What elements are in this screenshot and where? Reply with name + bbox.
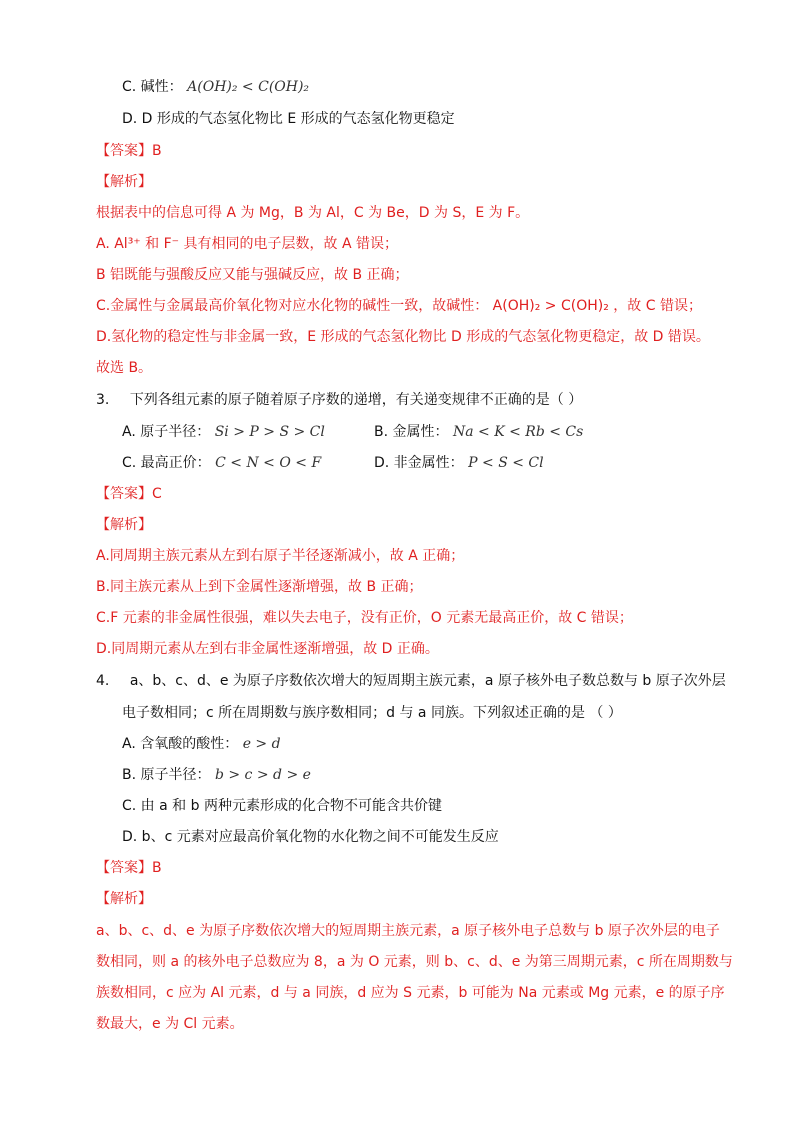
q2-analysis-line: B 铝既能与强酸反应又能与强碱反应，故 B 正确； [96,267,409,283]
q3-analysis-line: D.同周期元素从左到右非金属性逐渐增强，故 D 正确。 [96,641,439,657]
q4-option-a [122,734,281,754]
q4-option-d: D. b、c 元素对应最高价氧化物的水化物之间不可能发生反应 [122,829,499,845]
q3-analysis-heading: 【解析】 [96,517,152,533]
q2-analysis-line: D.氢化物的稳定性与非金属一致，E 形成的气态氢化物比 D 形成的气态氢化物更稳定，故 D 错误。 [96,329,710,345]
question-text: a、b、c、d、e 为原子序数依次增大的短周期主族元素，a 原子核外电子数总数与 b 原子次外层 [129,673,726,689]
q3-stem [96,390,582,410]
question-text: 下列各组元素的原子随着原子序数的递增，有关递变规律不正确的是（ ） [129,392,583,408]
option-label: A. 原子半径： [122,424,211,440]
q2-analysis-line: 故选 B。 [96,360,153,376]
q2-answer: 【答案】B [96,143,162,159]
q3-option-b [374,422,583,442]
q4-analysis-line: 族数相同，c 应为 Al 元素，d 与 a 同族，d 应为 S 元素，b 可能为 Na 元素或 Mg 元素，e 的原子序 [96,985,725,1001]
q4-stem-line-2: 电子数相同；c 所在周期数与族序数相同；d 与 a 同族。下列叙述正确的是 （ ） [122,705,622,721]
q4-option-c: C. 由 a 和 b 两种元素形成的化合物不可能含共价键 [122,798,442,814]
formula: P < S < Cl [468,455,544,471]
option-label: B. 原子半径： [122,767,211,783]
q3-option-d [374,453,544,473]
formula: Si > P > S > Cl [214,424,325,440]
q4-stem [96,671,726,691]
q2-analysis-line: A. Al³⁺ 和 F⁻ 具有相同的电子层数，故 A 错误； [96,236,398,252]
question-number: 4. [96,673,110,689]
q2-option-d: D. D 形成的气态氢化物比 E 形成的气态氢化物更稳定 [122,111,455,127]
q3-option-a [122,422,325,442]
q4-analysis-heading: 【解析】 [96,891,152,907]
q2-analysis-line: C.金属性与金属最高价氧化物对应水化物的碱性一致，故碱性： A(OH)₂ > C(OH)₂ ，故 C 错误； [96,298,702,314]
q2-analysis-line: 根据表中的信息可得 A 为 Mg，B 为 Al，C 为 Be，D 为 S，E 为 F。 [96,205,530,221]
q2-analysis-heading: 【解析】 [96,174,152,190]
formula: C < N < O < F [215,455,322,471]
formula: A(OH)₂ < C(OH)₂ [187,79,310,95]
q2-option-c [122,77,309,97]
q4-option-b [122,765,311,785]
option-label: A. 含氧酸的酸性： [122,736,239,752]
formula: Na < K < Rb < Cs [452,424,584,440]
q3-analysis-line: B.同主族元素从上到下金属性逐渐增强，故 B 正确； [96,579,423,595]
question-number: 3. [96,392,110,408]
option-label: C. 最高正价： [122,455,211,471]
option-label: C. 碱性： [122,79,183,95]
option-label: D. 非金属性： [374,455,464,471]
q4-answer: 【答案】B [96,860,162,876]
formula: b > c > d > e [214,767,311,783]
q3-analysis-line: A.同周期主族元素从左到右原子半径逐渐减小，故 A 正确； [96,548,465,564]
formula: e > d [242,736,281,752]
q3-option-c [122,453,321,473]
q3-answer: 【答案】C [96,486,162,502]
q4-analysis-line: 数相同，则 a 的核外电子总数应为 8，a 为 O 元素，则 b、c、d、e 为第三周期元素，c 所在周期数与 [96,954,733,970]
q4-analysis-line: a、b、c、d、e 为原子序数依次增大的短周期主族元素，a 原子核外电子总数与 b 原子次外层的电子 [96,923,720,939]
q4-analysis-line: 数最大，e 为 Cl 元素。 [96,1016,244,1032]
q3-analysis-line: C.F 元素的非金属性很强，难以失去电子，没有正价，O 元素无最高正价，故 C 错误； [96,610,633,626]
option-label: B. 金属性： [374,424,449,440]
